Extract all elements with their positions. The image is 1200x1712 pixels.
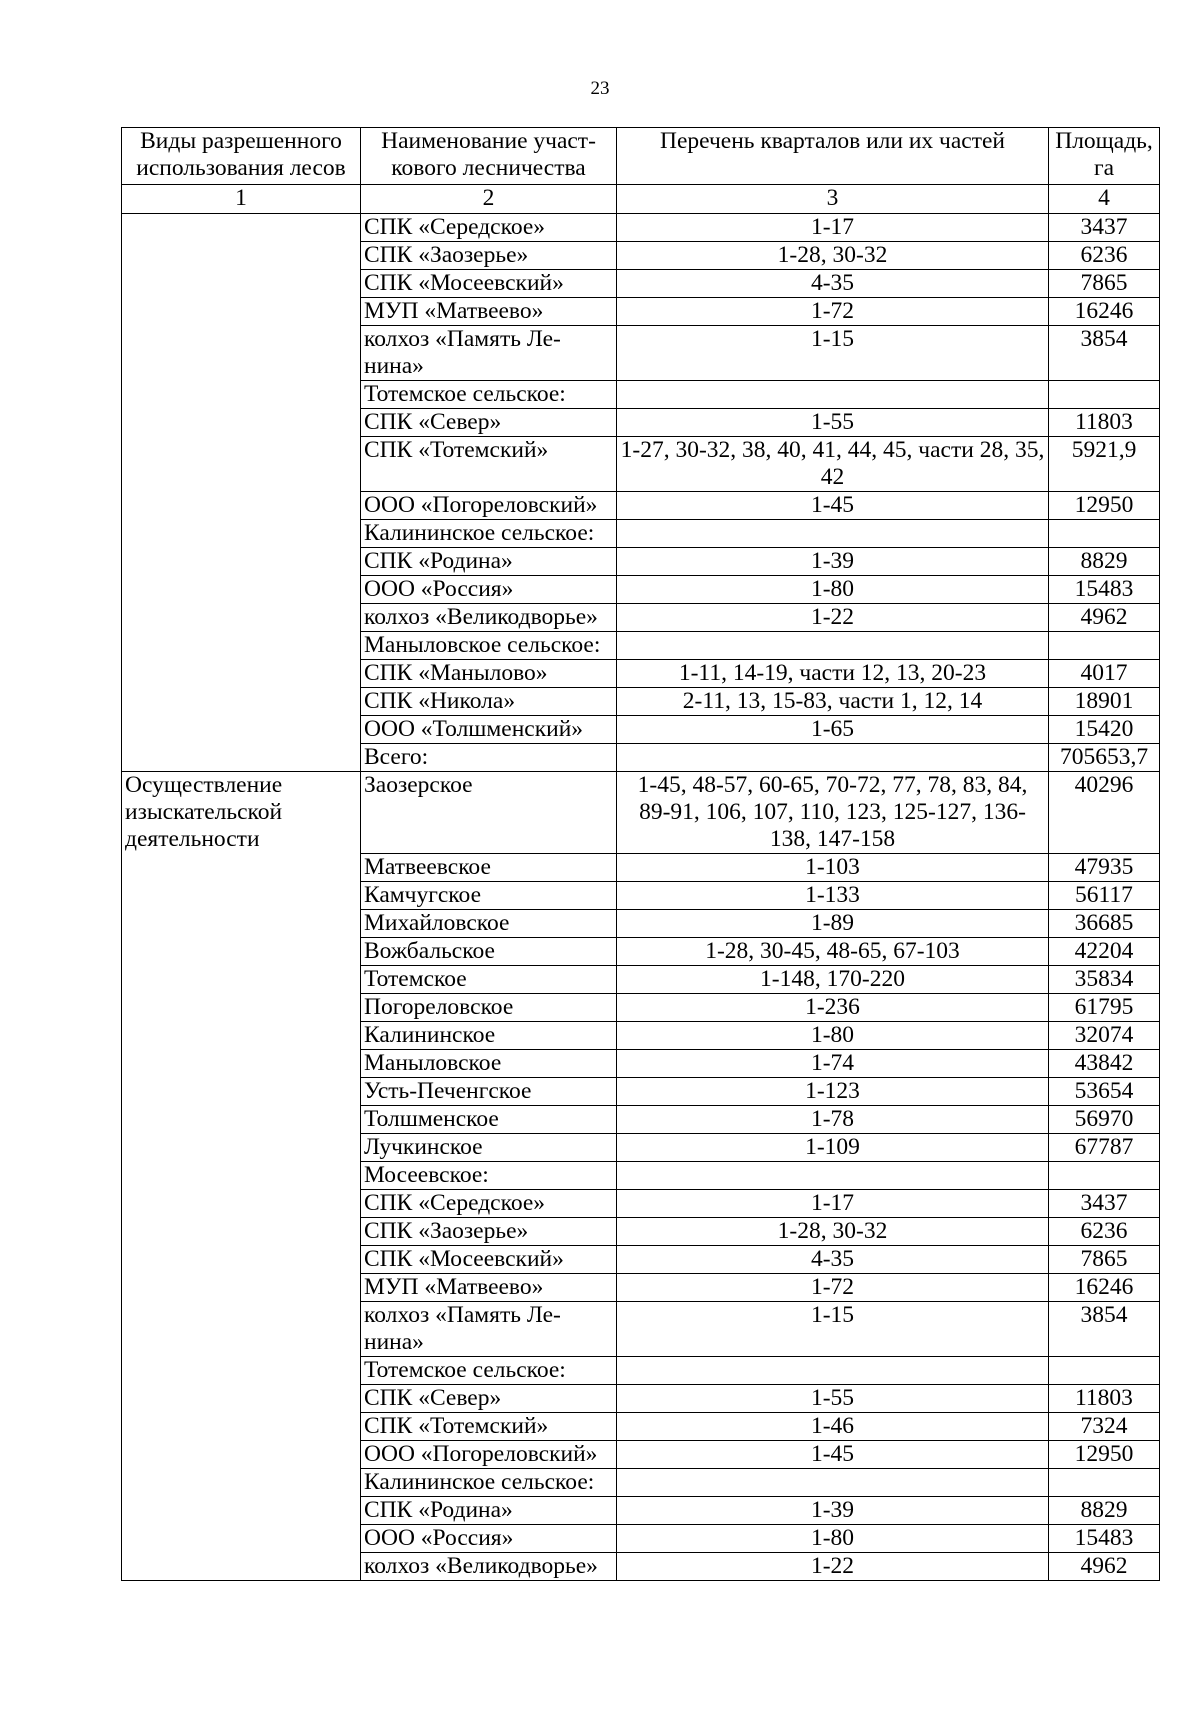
area-cell: 7865 xyxy=(1049,270,1160,298)
area-cell: 16246 xyxy=(1049,298,1160,326)
area-cell: 15420 xyxy=(1049,716,1160,744)
forestry-name-cell: СПК «Мосеевский» xyxy=(361,270,617,298)
forestry-name-cell: СПК «Тотемский» xyxy=(361,437,617,492)
forestry-name-cell: Матвеевское xyxy=(361,854,617,882)
quarters-cell: 1-39 xyxy=(617,1497,1049,1525)
area-cell: 56117 xyxy=(1049,882,1160,910)
area-cell: 40296 xyxy=(1049,772,1160,854)
use-type-cell xyxy=(122,214,361,772)
area-cell: 43842 xyxy=(1049,1050,1160,1078)
area-cell: 56970 xyxy=(1049,1106,1160,1134)
quarters-cell: 1-15 xyxy=(617,1302,1049,1357)
quarters-cell: 1-148, 170-220 xyxy=(617,966,1049,994)
area-cell: 11803 xyxy=(1049,409,1160,437)
forestry-name-cell: Камчугское xyxy=(361,882,617,910)
forestry-name-cell: Толшменское xyxy=(361,1106,617,1134)
quarters-cell: 1-89 xyxy=(617,910,1049,938)
forestry-name-cell: Мосеевское: xyxy=(361,1162,617,1190)
forestry-name-cell: Вожбальское xyxy=(361,938,617,966)
quarters-cell: 1-39 xyxy=(617,548,1049,576)
quarters-cell: 1-27, 30-32, 38, 40, 41, 44, 45, части 28, 35, 42 xyxy=(617,437,1049,492)
column-number: 4 xyxy=(1049,185,1160,214)
quarters-cell: 1-46 xyxy=(617,1413,1049,1441)
quarters-cell: 1-15 xyxy=(617,326,1049,381)
page-number: 23 xyxy=(590,78,610,99)
forestry-name-cell: СПК «Родина» xyxy=(361,1497,617,1525)
quarters-cell xyxy=(617,520,1049,548)
quarters-cell xyxy=(617,1469,1049,1497)
quarters-cell: 1-133 xyxy=(617,882,1049,910)
quarters-cell: 1-80 xyxy=(617,1022,1049,1050)
quarters-cell xyxy=(617,632,1049,660)
column-number: 3 xyxy=(617,185,1049,214)
forestry-name-cell: Михайловское xyxy=(361,910,617,938)
area-cell: 6236 xyxy=(1049,242,1160,270)
area-cell: 4017 xyxy=(1049,660,1160,688)
area-cell: 7865 xyxy=(1049,1246,1160,1274)
quarters-cell: 1-236 xyxy=(617,994,1049,1022)
forestry-name-cell: Погореловское xyxy=(361,994,617,1022)
header-forestry-name: Наименование участ-кового лесничества xyxy=(361,128,617,185)
forestry-name-cell: Калининское сельское: xyxy=(361,1469,617,1497)
forestry-name-cell: колхоз «Великодворье» xyxy=(361,604,617,632)
forestry-name-cell: ООО «Россия» xyxy=(361,1525,617,1553)
forestry-name-cell: СПК «Середское» xyxy=(361,1190,617,1218)
quarters-cell: 1-45 xyxy=(617,1441,1049,1469)
quarters-cell: 4-35 xyxy=(617,270,1049,298)
quarters-cell: 1-80 xyxy=(617,1525,1049,1553)
area-cell: 61795 xyxy=(1049,994,1160,1022)
quarters-cell: 1-55 xyxy=(617,1385,1049,1413)
forestry-name-cell: ООО «Погореловский» xyxy=(361,492,617,520)
header-use-type: Виды разрешенного использования лесов xyxy=(122,128,361,185)
quarters-cell: 1-80 xyxy=(617,576,1049,604)
forestry-name-cell: колхоз «Память Ле-нина» xyxy=(361,326,617,381)
quarters-cell: 1-74 xyxy=(617,1050,1049,1078)
forestry-name-cell: Тотемское сельское: xyxy=(361,1357,617,1385)
quarters-cell: 1-103 xyxy=(617,854,1049,882)
quarters-cell: 1-17 xyxy=(617,1190,1049,1218)
area-cell: 7324 xyxy=(1049,1413,1160,1441)
use-type-cell: Осуществление изыскательской деятельности xyxy=(122,772,361,1581)
forestry-name-cell: СПК «Родина» xyxy=(361,548,617,576)
forestry-name-cell: Тотемское xyxy=(361,966,617,994)
area-cell: 6236 xyxy=(1049,1218,1160,1246)
table-row xyxy=(122,214,1160,242)
area-cell: 3437 xyxy=(1049,1190,1160,1218)
area-cell: 53654 xyxy=(1049,1078,1160,1106)
forestry-name-cell: СПК «Середское» xyxy=(361,214,617,242)
quarters-cell: 1-28, 30-32 xyxy=(617,242,1049,270)
quarters-cell xyxy=(617,744,1049,772)
area-cell: 42204 xyxy=(1049,938,1160,966)
area-cell xyxy=(1049,632,1160,660)
area-cell: 705653,7 xyxy=(1049,744,1160,772)
quarters-cell: 1-17 xyxy=(617,214,1049,242)
area-cell: 47935 xyxy=(1049,854,1160,882)
forestry-name-cell: СПК «Север» xyxy=(361,1385,617,1413)
area-cell: 18901 xyxy=(1049,688,1160,716)
quarters-cell xyxy=(617,1357,1049,1385)
forestry-name-cell: СПК «Север» xyxy=(361,409,617,437)
quarters-cell: 1-55 xyxy=(617,409,1049,437)
quarters-cell: 4-35 xyxy=(617,1246,1049,1274)
area-cell: 15483 xyxy=(1049,576,1160,604)
area-cell xyxy=(1049,1357,1160,1385)
forestry-name-cell: ООО «Россия» xyxy=(361,576,617,604)
column-number: 1 xyxy=(122,185,361,214)
quarters-cell xyxy=(617,1162,1049,1190)
area-cell: 5921,9 xyxy=(1049,437,1160,492)
area-cell: 4962 xyxy=(1049,1553,1160,1581)
column-number-row xyxy=(122,185,1160,214)
forestry-name-cell: Тотемское сельское: xyxy=(361,381,617,409)
forestry-name-cell: СПК «Заозерье» xyxy=(361,242,617,270)
area-cell xyxy=(1049,381,1160,409)
quarters-cell: 1-109 xyxy=(617,1134,1049,1162)
forestry-name-cell: ООО «Погореловский» xyxy=(361,1441,617,1469)
quarters-cell: 1-65 xyxy=(617,716,1049,744)
quarters-cell: 1-22 xyxy=(617,1553,1049,1581)
forestry-name-cell: СПК «Никола» xyxy=(361,688,617,716)
area-cell: 16246 xyxy=(1049,1274,1160,1302)
quarters-cell: 1-28, 30-32 xyxy=(617,1218,1049,1246)
area-cell: 11803 xyxy=(1049,1385,1160,1413)
area-cell: 8829 xyxy=(1049,548,1160,576)
forestry-name-cell: Заозерское xyxy=(361,772,617,854)
area-cell: 4962 xyxy=(1049,604,1160,632)
forestry-name-cell: СПК «Манылово» xyxy=(361,660,617,688)
quarters-cell: 1-45, 48-57, 60-65, 70-72, 77, 78, 83, 84, 89-91, 106, 107, 110, 123, 125-127, 136-138, 147-158 xyxy=(617,772,1049,854)
quarters-cell: 1-78 xyxy=(617,1106,1049,1134)
area-cell: 12950 xyxy=(1049,1441,1160,1469)
forestry-name-cell: Калининское xyxy=(361,1022,617,1050)
area-cell: 15483 xyxy=(1049,1525,1160,1553)
header-quarters: Перечень кварталов или их частей xyxy=(617,128,1049,185)
quarters-cell: 1-72 xyxy=(617,1274,1049,1302)
forestry-name-cell: МУП «Матвеево» xyxy=(361,298,617,326)
column-number: 2 xyxy=(361,185,617,214)
area-cell xyxy=(1049,520,1160,548)
area-cell: 32074 xyxy=(1049,1022,1160,1050)
forestry-name-cell: Лучкинское xyxy=(361,1134,617,1162)
area-cell: 35834 xyxy=(1049,966,1160,994)
forestry-name-cell: Калининское сельское: xyxy=(361,520,617,548)
forestry-name-cell: СПК «Мосеевский» xyxy=(361,1246,617,1274)
area-cell: 3854 xyxy=(1049,326,1160,381)
forestry-name-cell: МУП «Матвеево» xyxy=(361,1274,617,1302)
quarters-cell xyxy=(617,381,1049,409)
forestry-name-cell: ООО «Толшменский» xyxy=(361,716,617,744)
table-row xyxy=(122,772,1160,854)
forestry-name-cell: Маныловское сельское: xyxy=(361,632,617,660)
header-row xyxy=(122,128,1160,185)
quarters-cell: 1-123 xyxy=(617,1078,1049,1106)
quarters-cell: 1-72 xyxy=(617,298,1049,326)
quarters-cell: 1-28, 30-45, 48-65, 67-103 xyxy=(617,938,1049,966)
area-cell xyxy=(1049,1469,1160,1497)
quarters-cell: 1-45 xyxy=(617,492,1049,520)
forestry-name-cell: СПК «Тотемский» xyxy=(361,1413,617,1441)
area-cell xyxy=(1049,1162,1160,1190)
quarters-cell: 1-22 xyxy=(617,604,1049,632)
forestry-name-cell: колхоз «Память Ле-нина» xyxy=(361,1302,617,1357)
forestry-name-cell: Маныловское xyxy=(361,1050,617,1078)
area-cell: 3854 xyxy=(1049,1302,1160,1357)
area-cell: 36685 xyxy=(1049,910,1160,938)
quarters-cell: 2-11, 13, 15-83, части 1, 12, 14 xyxy=(617,688,1049,716)
area-cell: 12950 xyxy=(1049,492,1160,520)
area-cell: 67787 xyxy=(1049,1134,1160,1162)
forestry-name-cell: СПК «Заозерье» xyxy=(361,1218,617,1246)
forestry-name-cell: Всего: xyxy=(361,744,617,772)
area-cell: 3437 xyxy=(1049,214,1160,242)
area-cell: 8829 xyxy=(1049,1497,1160,1525)
quarters-cell: 1-11, 14-19, части 12, 13, 20-23 xyxy=(617,660,1049,688)
forestry-name-cell: Усть-Печенгское xyxy=(361,1078,617,1106)
forestry-name-cell: колхоз «Великодворье» xyxy=(361,1553,617,1581)
forest-use-table xyxy=(121,127,1160,1581)
header-area: Площадь, га xyxy=(1049,128,1160,185)
